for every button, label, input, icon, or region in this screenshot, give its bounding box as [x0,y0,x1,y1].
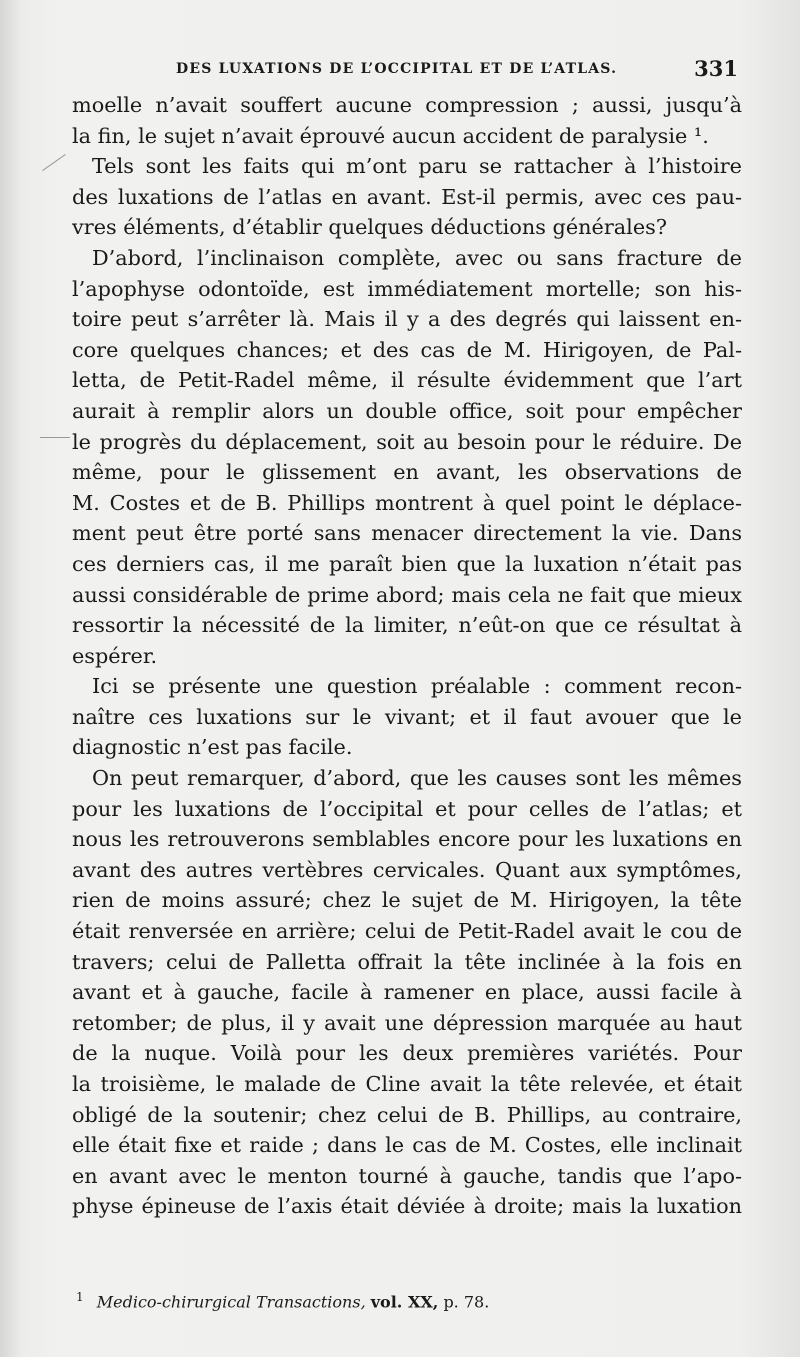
text-line: espérer. [72,643,158,668]
text-line: ment peut être porté sans menacer directement la vie. Dans [72,521,742,546]
text-line: physe épineuse de l’axis était déviée à droite; mais la luxation [72,1194,742,1219]
text-line: avant et à gauche, facile à ramener en place, aussi facile à [72,980,742,1005]
text-line: core quelques chances; et des cas de M. Hirigoyen, de Pal- [72,337,742,362]
text-line: M. Costes et de B. Phillips montrent à quel point le déplace- [72,490,742,515]
text-line: même, pour le glissement en avant, les observations de [72,460,742,485]
text-line: diagnostic n’est pas facile. [72,735,353,760]
footnote-page: p. 78. [443,1292,490,1312]
text-line: la fin, le sujet n’avait éprouvé aucun accident de paralysie ¹. [72,123,709,148]
text-line: ressortir la nécessité de la limiter, n’eût-on que ce résultat à [72,613,742,638]
text-line: rien de moins assuré; chez le sujet de M. Hirigoyen, la tête [72,888,742,913]
text-line: obligé de la soutenir; chez celui de B. Phillips, au contraire, [72,1102,742,1127]
text-line: de la nuque. Voilà pour les deux premières variétés. Pour [72,1041,742,1066]
footnote-title: Medico-chirurgical Transactions, [96,1292,366,1312]
text-line: avant des autres vertèbres cervicales. Quant aux symptômes, [72,857,742,882]
text-line: aurait à remplir alors un double office, soit pour empêcher [72,398,742,423]
text-line: D’abord, l’inclinaison complète, avec ou sans fracture de [92,245,742,270]
footnote [76,1290,740,1311]
text-line: l’apophyse odontoïde, est immédiatement mortelle; son his- [72,276,742,301]
body-text [72,90,742,1222]
text-line: elle était fixe et raide ; dans le cas de M. Costes, elle inclinait [72,1133,742,1158]
text-line: travers; celui de Palletta offrait la tête inclinée à la fois en [72,949,742,974]
text-line: pour les luxations de l’occipital et pour celles de l’atlas; et [72,796,742,821]
text-line: retomber; de plus, il y avait une dépression marquée au haut [72,1010,742,1035]
page-number: 331 [694,56,738,81]
text-line: des luxations de l’atlas en avant. Est-il permis, avec ces pau- [72,184,742,209]
text-line: nous les retrouverons semblables encore pour les luxations en [72,827,742,852]
text-line: Ici se présente une question préalable : comment recon- [92,674,742,699]
text-line: letta, de Petit-Radel même, il résulte évidemment que l’art [72,368,742,393]
running-head: DES LUXATIONS DE L’OCCIPITAL ET DE L’ATLAS. [176,61,618,77]
text-line: la troisième, le malade de Cline avait la tête relevée, et était [72,1072,742,1096]
scan-margin-mark [40,437,70,438]
text-line: était renversée en arrière; celui de Petit-Radel avait le cou de [72,919,742,944]
text-line: naître ces luxations sur le vivant; et il faut avouer que le [72,704,742,729]
text-line: le progrès du déplacement, soit au besoin pour le réduire. De [72,429,742,454]
page-header [76,56,740,86]
text-line: en avant avec le menton tourné à gauche, tandis que l’apo- [72,1163,742,1188]
text-line: ces derniers cas, il me paraît bien que la luxation n’était pas [72,551,742,576]
text-line: toire peut s’arrêter là. Mais il y a des degrés qui laissent en- [72,307,742,332]
scan-margin-mark [42,154,66,171]
text-line: moelle n’avait souffert aucune compression ; aussi, jusqu’à [72,93,742,117]
text-line: On peut remarquer, d’abord, que les causes sont les mêmes [92,766,742,791]
text-line: aussi considérable de prime abord; mais cela ne fait que mieux [72,582,742,607]
text-line: Tels sont les faits qui m’ont paru se rattacher à l’histoire [92,154,742,179]
text-line: vres éléments, d’établir quelques déductions générales? [72,215,667,240]
footnote-volume: vol. XX, [370,1292,439,1312]
footnote-marker: 1 [76,1290,84,1304]
